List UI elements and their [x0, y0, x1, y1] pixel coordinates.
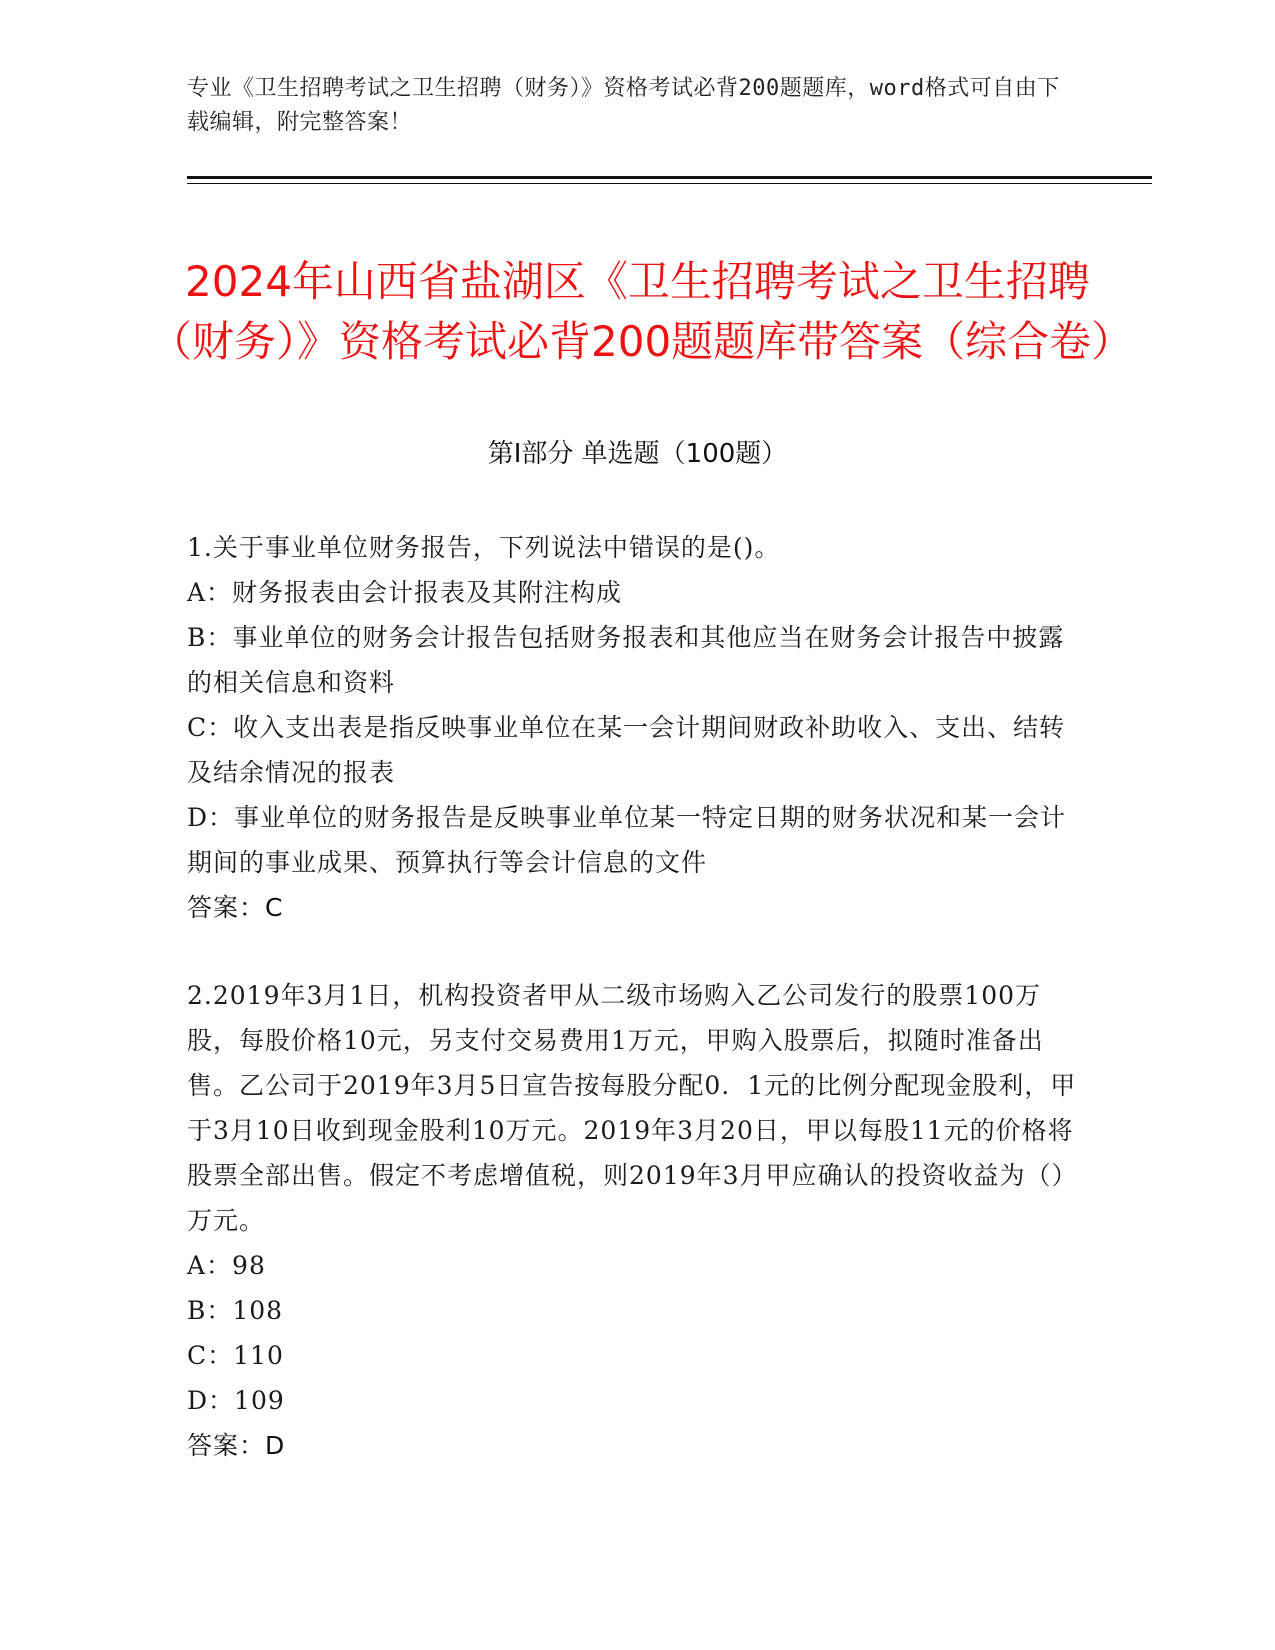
question-stem: 2.2019年3月1日，机构投资者甲从二级市场购入乙公司发行的股票100万股，每股价格10元，另支付交易费用1万元，甲购入股票后，拟随时准备出售。乙公司于2019年3月5日宣告按每股分配0．1元的比例分配现金股利，甲于3月10日收到现金股利10万元。2019年3月20日，甲以每股11元的价格将股票全部出售。假定不考虑增值税，则2019年3月甲应确认的投资收益为（）万元。 [187, 981, 1078, 1235]
option-c: C：收入支出表是指反映事业单位在某一会计期间财政补助收入、支出、结转及结余情况的报表 [187, 713, 1066, 787]
header-rule-thin [187, 183, 1152, 184]
header-note: 专业《卫生招聘考试之卫生招聘（财务）》资格考试必背200题题库，word格式可自由下载编辑，附完整答案！ [187, 76, 1060, 135]
header-rule-thick [187, 176, 1152, 179]
option-b: B：事业单位的财务会计报告包括财务报表和其他应当在财务会计报告中披露的相关信息和资料 [187, 623, 1065, 697]
option-b: B：108 [187, 1296, 284, 1325]
option-c: C：110 [187, 1341, 284, 1370]
question-list [187, 525, 1087, 1468]
option-a: A：财务报表由会计报表及其附注构成 [187, 578, 623, 607]
option-d: D：109 [187, 1386, 285, 1415]
document-title: 2024年山西省盐湖区《卫生招聘考试之卫生招聘（财务）》资格考试必背200题题库带答案（综合卷） [150, 257, 1134, 367]
question-1 [187, 525, 1087, 930]
answer-label: 答案：D [187, 1431, 286, 1460]
question-2 [187, 973, 1087, 1468]
option-a: A：98 [187, 1251, 266, 1280]
option-d: D：事业单位的财务报告是反映事业单位某一特定日期的财务状况和某一会计期间的事业成果、预算执行等会计信息的文件 [187, 803, 1067, 877]
section-title: 第I部分 单选题（100题） [487, 439, 788, 469]
answer-label: 答案：C [187, 893, 284, 922]
question-stem: 1.关于事业单位财务报告，下列说法中错误的是()。 [187, 533, 781, 562]
